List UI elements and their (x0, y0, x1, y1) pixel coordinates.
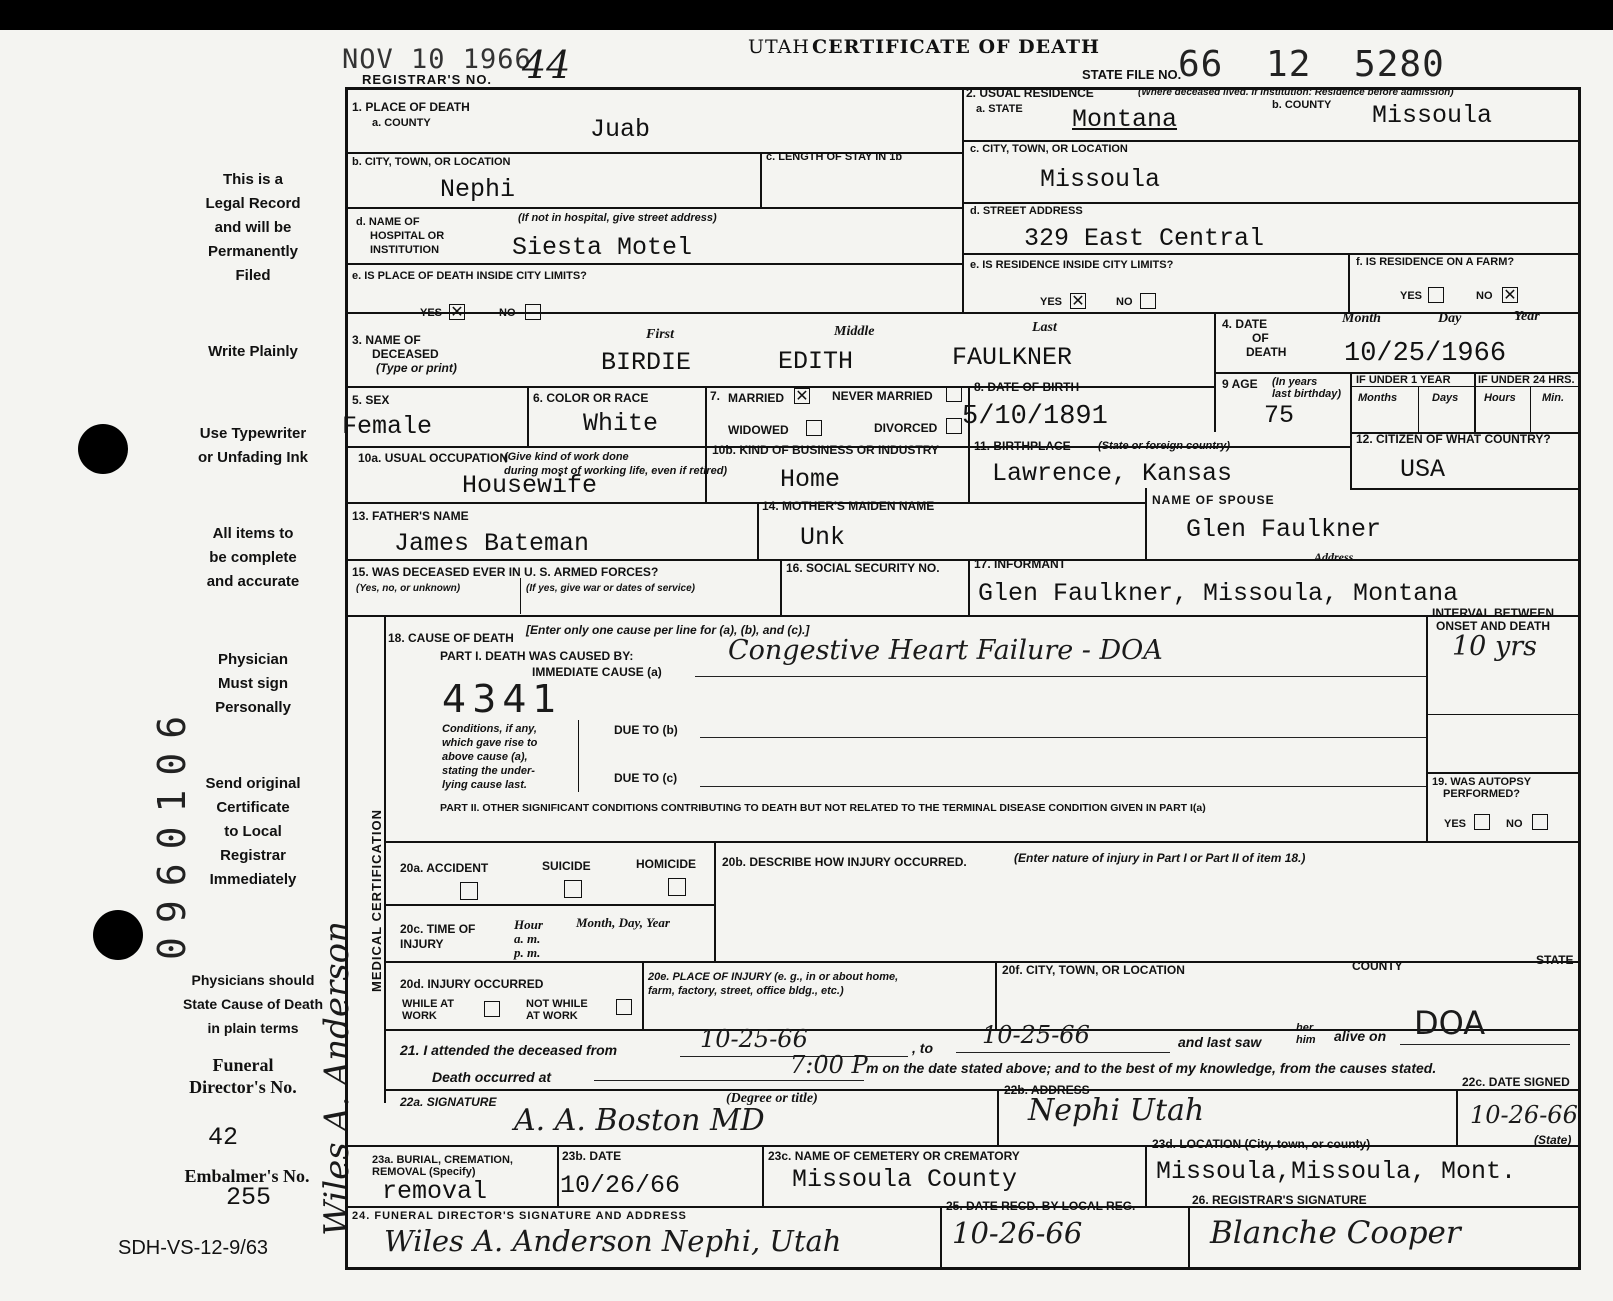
farm-yes-checkbox[interactable] (1428, 287, 1444, 303)
item19-label: 19. WAS AUTOPSY PERFORMED? (1432, 776, 1532, 800)
mother-value: Unk (800, 523, 846, 552)
embalmer-no-label: Embalmer's No. (184, 1166, 310, 1186)
divider (1350, 386, 1581, 387)
never-married-label: NEVER MARRIED (832, 389, 933, 403)
divider (1188, 1206, 1190, 1270)
cemetery-value: Missoula County (792, 1165, 1018, 1194)
state-file-no: 66 12 5280 (1178, 44, 1445, 85)
to-label: , to (912, 1040, 933, 1056)
residence-city-value: Missoula (1040, 165, 1161, 194)
autopsy-no-label: NO (1506, 818, 1523, 830)
divider (962, 202, 1580, 204)
state-label: STATE (1536, 953, 1574, 967)
funeral-director-no: 42 (208, 1123, 239, 1152)
registrars-no-value: 44 (522, 43, 571, 87)
item1d-label: d. NAME OF (356, 216, 420, 228)
suicide-label: SUICIDE (542, 859, 591, 873)
divider (968, 559, 970, 615)
item15-label: 15. WAS DECEASED EVER IN U. S. ARMED FORCES? (352, 565, 659, 579)
item16-label: 16. SOCIAL SECURITY NO. (786, 561, 940, 575)
divider (995, 961, 997, 1029)
never-married-checkbox[interactable] (946, 386, 962, 402)
item24-label: 24. FUNERAL DIRECTOR'S SIGNATURE AND ADDRESS (352, 1210, 687, 1222)
item1b-label: b. CITY, TOWN, OR LOCATION (352, 156, 511, 168)
industry-value: Home (780, 465, 841, 494)
divider (384, 1089, 1581, 1091)
divider (642, 961, 644, 1029)
item18-label: 18. CAUSE OF DEATH (388, 631, 514, 645)
title-utah: UTAH (748, 36, 810, 58)
divorced-checkbox[interactable] (946, 418, 962, 434)
divider (384, 841, 1581, 843)
while-at-work-checkbox[interactable] (484, 1001, 500, 1017)
item2d-label: d. STREET ADDRESS (970, 205, 1083, 217)
note-legal-record: This is a Legal Record and will be Permanently Filed (205, 171, 301, 284)
item10a-note: (Give kind of work done during most of working life, even if retired) (504, 451, 728, 477)
immediate-cause-label: IMMEDIATE CAUSE (a) (532, 665, 662, 679)
immediate-cause-value: Congestive Heart Failure - DOA (728, 635, 1163, 666)
item1-label: 1. PLACE OF DEATH (352, 100, 470, 114)
residence-state-value: Montana (1072, 105, 1178, 134)
divider (345, 207, 962, 209)
embalmer-no: 255 (226, 1183, 272, 1212)
item20c-label: 20c. TIME OF INJURY (400, 922, 476, 951)
divider (557, 1145, 559, 1206)
item6-label: 6. COLOR OR RACE (533, 391, 649, 405)
attended-to-value: 10-25-66 (982, 1021, 1090, 1049)
item20a-label: 20a. ACCIDENT (400, 861, 489, 875)
divider (940, 1206, 942, 1270)
divorced-label: DIVORCED (874, 421, 938, 435)
registrar-signature: Blanche Cooper (1210, 1215, 1461, 1251)
married-checkbox[interactable]: ✕ (795, 386, 809, 405)
divider (345, 263, 962, 265)
divider (345, 615, 1581, 617)
item15-note-b: (If yes, give war or dates of service) (526, 583, 695, 594)
father-value: James Bateman (394, 529, 590, 558)
death-county-value: Juab (590, 115, 651, 144)
item2e-no-label: NO (1116, 296, 1133, 308)
divider (1350, 488, 1581, 490)
year-label: Year (1514, 309, 1540, 324)
item20b-note: (Enter nature of injury in Part I or Part II of item 18.) (1014, 851, 1306, 865)
medical-certification-label: MEDICAL CERTIFICATION (369, 808, 384, 992)
divider (520, 578, 521, 614)
date-of-death-value: 10/25/1966 (1344, 339, 1507, 369)
item26-label: 26. REGISTRAR'S SIGNATURE (1192, 1193, 1367, 1207)
registrars-no-label: REGISTRAR'S NO. (362, 72, 493, 87)
institution-value: Siesta Motel (512, 233, 693, 262)
due-to-b-label: DUE TO (b) (614, 723, 678, 737)
divider (1426, 714, 1581, 715)
item2e-label: e. IS RESIDENCE INSIDE CITY LIMITS? (970, 259, 1174, 271)
item21-label: 21. I attended the deceased from (400, 1042, 618, 1058)
item23c-label: 23c. NAME OF CEMETERY OR CREMATORY (768, 1149, 1020, 1163)
part2-label: PART II. OTHER SIGNIFICANT CONDITIONS CONTRIBUTING TO DEATH BUT NOT RELATED TO THE TERMINAL DISEASE CONDITION GIVEN IN PART I(a) (440, 802, 1206, 814)
homicide-label: HOMICIDE (636, 857, 696, 871)
item2f-no-label: NO (1476, 290, 1493, 302)
item2-label: 2. USUAL RESIDENCE (966, 86, 1094, 100)
item1a-label: a. COUNTY (372, 117, 431, 129)
divider (762, 1145, 764, 1206)
divider (1348, 253, 1350, 312)
due-to-c-label: DUE TO (c) (614, 771, 678, 785)
item22b-label: 22b. ADDRESS (1004, 1083, 1090, 1097)
conditions-note: Conditions, if any, which gave rise to above cause (a), stating the under- lying cause last. (442, 723, 538, 791)
spouse-label: NAME OF SPOUSE (1152, 493, 1275, 507)
divider (1426, 772, 1581, 774)
under-1-year-label: IF UNDER 1 YEAR (1356, 374, 1451, 386)
month-day-year-label: Month, Day, Year (576, 915, 670, 930)
item3-label: 3. NAME OF (352, 333, 421, 347)
item1e-yes-label: YES (420, 307, 443, 319)
residence-county-value: Missoula (1372, 101, 1493, 130)
divider (1426, 615, 1428, 841)
birthplace-value: Lawrence, Kansas (992, 459, 1233, 488)
hour-ampm-label: Hour a. m. p. m. (514, 917, 543, 960)
divider (345, 502, 1145, 504)
divider (962, 87, 964, 312)
divider (345, 559, 1581, 561)
divider (1456, 1089, 1458, 1145)
divider (757, 502, 759, 559)
autopsy-yes-label: YES (1444, 818, 1467, 830)
vertical-signature: Wiles A. Anderson (317, 920, 357, 1236)
item5-label: 5. SEX (352, 393, 390, 407)
divider (780, 559, 782, 615)
autopsy-yes-checkbox[interactable] (1474, 814, 1490, 830)
interval-value: 10 yrs (1452, 631, 1537, 662)
interval-label: INTERVAL BETWEEN ONSET AND DEATH (1432, 606, 1555, 633)
item2e-yes-label: YES (1040, 296, 1063, 308)
item9-note: (In years last birthday) (1272, 376, 1342, 400)
attended-from-value: 10-25-66 (700, 1025, 808, 1053)
divider (578, 720, 579, 792)
city-limits-yes-checkbox[interactable]: ✕ (450, 302, 464, 321)
farm-no-checkbox[interactable]: ✕ (1503, 285, 1517, 304)
county-label: COUNTY (1352, 959, 1403, 973)
accident-checkbox[interactable] (460, 882, 478, 900)
divider (527, 386, 529, 446)
item22a-label: 22a. SIGNATURE (400, 1095, 497, 1109)
married-label: MARRIED (728, 391, 784, 405)
suicide-checkbox[interactable] (564, 880, 582, 898)
item2a-label: a. STATE (976, 103, 1023, 115)
item18-note: [Enter only one cause per line for (a), (b), and (c).] (526, 623, 810, 637)
hours-label: Hours (1484, 392, 1516, 404)
item4-label-2: OF (1252, 331, 1269, 345)
item9-label: 9 AGE (1222, 377, 1258, 391)
item7-label: 7. (710, 389, 721, 403)
note-physician: Physician Must sign Personally (215, 651, 291, 716)
item1d-label-2: HOSPITAL OR (370, 230, 445, 242)
item2-note: (Where deceased lived. If institution: Residence before admission) (1138, 87, 1454, 98)
divider (997, 1089, 999, 1145)
vertical-file-number: 0960106 (150, 701, 194, 960)
divider (1418, 386, 1419, 432)
physician-signature: A. A. Boston MD (514, 1103, 765, 1138)
item12-label: 12. CITIZEN OF WHAT COUNTRY? (1356, 432, 1551, 446)
city-limits-no-checkbox[interactable] (525, 304, 541, 320)
item20b-label: 20b. DESCRIBE HOW INJURY OCCURRED. (722, 855, 967, 869)
race-value: White (583, 409, 659, 438)
item13-label: 13. FATHER'S NAME (352, 509, 469, 523)
residence-street-value: 329 East Central (1024, 224, 1265, 253)
divider (1145, 1145, 1147, 1206)
item4-label: 4. DATE (1222, 317, 1268, 331)
disposition-value: removal (382, 1177, 488, 1206)
item23b-label: 23b. DATE (562, 1149, 622, 1163)
autopsy-no-checkbox[interactable] (1532, 814, 1548, 830)
rule-line (1400, 1044, 1570, 1045)
form-code: SDH-VS-12-9/63 (118, 1237, 269, 1259)
item14-label: 14. MOTHER'S MAIDEN NAME (762, 499, 935, 513)
middle-name-value: EDITH (778, 347, 854, 376)
item3-label-3: (Type or print) (376, 361, 457, 375)
death-occurred-label: Death occurred at (432, 1069, 552, 1085)
item1e-no-label: NO (499, 307, 516, 319)
item1d-note: (If not in hospital, give street address) (518, 212, 717, 224)
residence-city-yes-checkbox[interactable]: ✕ (1071, 291, 1085, 310)
item2b-label: b. COUNTY (1272, 99, 1332, 111)
divider (760, 152, 762, 207)
note-typewriter: Use Typewriter or Unfading Ink (198, 425, 308, 466)
item4-label-3: DEATH (1246, 345, 1287, 359)
day-label: Day (1438, 311, 1462, 326)
min-label: Min. (1542, 392, 1564, 404)
item23d-label: 23d. LOCATION (City, town, or county) (1152, 1137, 1371, 1151)
item21-statement: m on the date stated above; and to the best of my knowledge, from the causes stated. (866, 1060, 1437, 1076)
item15-note-a: (Yes, no, or unknown) (356, 583, 461, 594)
time-of-death-value: 7:00 P (790, 1051, 868, 1079)
date-received-value: 10-26-66 (952, 1216, 1083, 1250)
months-label: Months (1358, 392, 1398, 404)
funeral-director-no-label: Funeral Director's No. (189, 1055, 297, 1097)
rule-line (594, 1080, 864, 1081)
not-while-at-work-checkbox[interactable] (616, 999, 632, 1015)
note-complete: All items to be complete and accurate (206, 525, 300, 590)
certificate-title: CERTIFICATE OF DEATH (812, 36, 1100, 58)
item11-note: (State or foreign country) (1098, 440, 1231, 452)
first-label: First (646, 327, 675, 342)
note-state-cause: Physicians should State Cause of Death in plain terms (182, 972, 324, 1036)
sex-value: Female (342, 412, 433, 441)
spouse-address-label: Address (1314, 550, 1354, 564)
punch-hole (93, 910, 143, 960)
death-city-value: Nephi (440, 175, 516, 204)
homicide-checkbox[interactable] (668, 878, 686, 896)
first-name-value: BIRDIE (601, 348, 692, 377)
last-saw-label: and last saw (1178, 1034, 1262, 1050)
her-him-label: her him (1296, 1022, 1316, 1046)
item10a-label: 10a. USUAL OCCUPATION (358, 451, 509, 465)
divider (705, 386, 707, 502)
occupation-value: Housewife (462, 471, 598, 500)
item20e-label: 20e. PLACE OF INJURY (e. g., in or about home, farm, factory, street, office bldg., etc.) (648, 971, 899, 997)
date-of-birth-value: 5/10/1891 (962, 402, 1108, 432)
rule-line (700, 786, 1426, 787)
note-write-plainly: Write Plainly (208, 343, 298, 360)
item20d-label: 20d. INJURY OCCURRED (400, 977, 544, 991)
item1d-label-3: INSTITUTION (370, 244, 440, 256)
item2f-label: f. IS RESIDENCE ON A FARM? (1356, 256, 1515, 268)
age-value: 75 (1264, 401, 1295, 430)
divider (1350, 372, 1352, 488)
days-label: Days (1432, 392, 1459, 404)
received-date-stamp: NOV 10 1966 (342, 44, 532, 75)
location-value: Missoula,Missoula, Mont. (1156, 1157, 1517, 1186)
rule-line (695, 676, 1426, 677)
item1e-label: e. IS PLACE OF DEATH INSIDE CITY LIMITS? (352, 270, 587, 282)
item10b-label: 10b. KIND OF BUSINESS OR INDUSTRY (712, 443, 939, 457)
divider (962, 253, 1580, 255)
divider (384, 904, 714, 906)
divider (1145, 488, 1147, 559)
under-24-hrs-label: IF UNDER 24 HRS. (1478, 374, 1575, 386)
item2f-yes-label: YES (1400, 290, 1423, 302)
item17-label: 17. INFORMANT (974, 557, 1067, 571)
month-label: Month (1342, 311, 1381, 326)
widowed-label: WIDOWED (728, 423, 789, 437)
item25-label: 25. DATE RECD. BY LOCAL REG. (946, 1199, 1136, 1213)
part1-label: PART I. DEATH WAS CAUSED BY: (440, 649, 634, 663)
state-file-label: STATE FILE NO. (1082, 67, 1182, 82)
item11-label: 11. BIRTHPLACE (974, 439, 1071, 453)
last-label: Last (1032, 320, 1057, 335)
citizen-value: USA (1400, 455, 1446, 484)
punch-hole (78, 424, 128, 474)
item23a-label: 23a. BURIAL, CREMATION, REMOVAL (Specify) (372, 1154, 513, 1178)
alive-on-label: alive on (1334, 1028, 1387, 1044)
item1c-label: c. LENGTH OF STAY IN 1b (766, 151, 903, 163)
divider (962, 140, 1580, 142)
middle-label: Middle (834, 324, 875, 339)
cause-code: 4341 (442, 677, 563, 721)
last-name-value: FAULKNER (952, 343, 1073, 372)
divider (1474, 372, 1476, 432)
note-send-original: Send original Certificate to Local Registrar Immediately (205, 775, 301, 888)
item2c-label: c. CITY, TOWN, OR LOCATION (970, 143, 1128, 155)
divider (345, 1145, 1581, 1147)
spouse-value: Glen Faulkner (1186, 515, 1382, 544)
while-at-work-label: WHILE AT WORK (402, 998, 454, 1022)
last-seen-value: DOA (1414, 1004, 1486, 1042)
item3-label-2: DECEASED (372, 347, 439, 361)
degree-label: (Degree or title) (726, 1091, 818, 1106)
widowed-checkbox[interactable] (806, 420, 822, 436)
item8-label: 8. DATE OF BIRTH (974, 380, 1080, 394)
funeral-director-signature: Wiles A. Anderson Nephi, Utah (384, 1224, 842, 1258)
informant-value: Glen Faulkner, Missoula, Montana (978, 579, 1459, 608)
divider (1530, 386, 1531, 432)
disposition-date-value: 10/26/66 (560, 1171, 681, 1200)
rule-line (700, 737, 1426, 738)
rule-line (956, 1052, 1170, 1053)
item23d-state-label: (State) (1534, 1133, 1572, 1147)
not-while-at-work-label: NOT WHILE AT WORK (526, 998, 588, 1022)
divider (345, 386, 1214, 388)
divider (714, 841, 716, 961)
item20f-label: 20f. CITY, TOWN, OR LOCATION (1002, 963, 1185, 977)
item22c-label: 22c. DATE SIGNED (1462, 1075, 1570, 1089)
date-signed-value: 10-26-66 (1470, 1101, 1578, 1129)
physician-address: Nephi Utah (1028, 1093, 1205, 1128)
residence-city-no-checkbox[interactable] (1140, 293, 1156, 309)
